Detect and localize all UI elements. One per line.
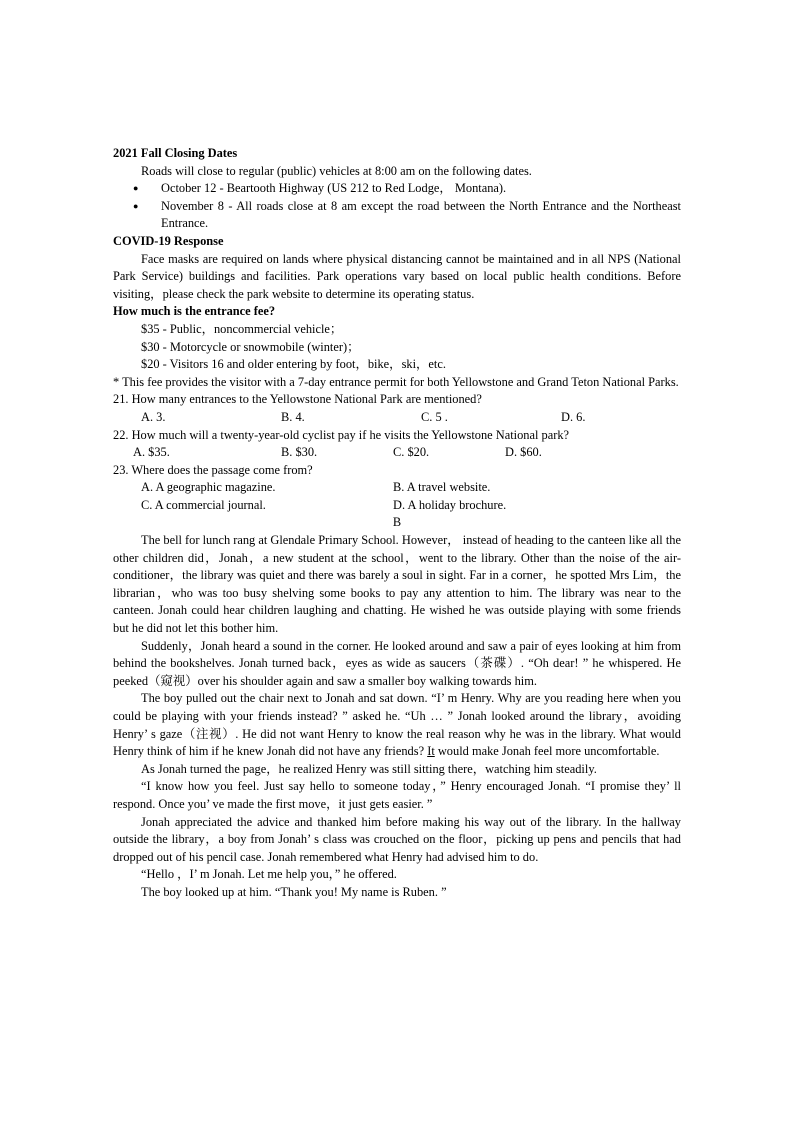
option: C. 5 . — [421, 409, 448, 424]
question-stem: 22. How much will a twenty-year-old cyclist pay if he visits the Yellowstone National park? — [113, 427, 570, 442]
question-options — [113, 479, 681, 497]
document-page — [113, 145, 681, 902]
question-stem: 21. How many entrances to the Yellowstone National Park are mentioned? — [113, 392, 482, 407]
question-options — [113, 409, 681, 427]
option: C. $20. — [393, 445, 430, 460]
story-paragraph: “Hello ，I’ m Jonah. Let me help you，” he offered. — [141, 867, 397, 882]
option: C. A commercial journal. — [141, 497, 266, 512]
option: A. A geographic magazine. — [141, 480, 276, 495]
fee-item: $30 - Motorcycle or snowmobile (winter)； — [141, 339, 360, 354]
option: B. $30. — [281, 445, 318, 460]
story-paragraph: Suddenly，Jonah heard a sound in the corner. He looked around and saw a pair of eyes looking at him from behind the bookshelves. Jonah turned back，eyes as wide as saucers（茶碟）. “Oh dear! ” he whispered. He peeked（窥视）over his shoulder again and saw a smaller boy walking towards him. — [113, 638, 681, 688]
story-paragraph: Jonah appreciated the advice and thanked him before making his way out of the library. In the hallway outside the library，a boy from Jonah’ s class was crouched on the floor，picking up pens and pencils that had dropped out of his pencil case. Jonah remembered what Henry had advised him to do. — [113, 814, 681, 864]
story-paragraph — [113, 690, 681, 760]
bullet-icon: ● — [133, 183, 139, 194]
option: B. 4. — [281, 409, 305, 424]
question-options — [113, 497, 681, 515]
option: D. A holiday brochure. — [393, 497, 507, 512]
question-options — [113, 444, 681, 462]
story-text: would make Jonah feel more uncomfortable. — [434, 744, 660, 759]
bullet-item — [113, 198, 681, 233]
underlined-word: It — [427, 744, 435, 759]
bullet-item — [113, 180, 681, 198]
story-paragraph: The bell for lunch rang at Glendale Primary School. However， instead of heading to the canteen like all the other children did，Jonah，a new student at the school，went to the library. Other than the noise of the air-conditioner，the library was quiet and there was barely a soul in sight. Far in a corner，he spotted Mrs Lim，the librarian，who was too busy shelving some books to pay any attention to him. The library was near to the canteen. Jonah could hear children laughing and chatting. He wished he was outside playing with some friends but he did not let this bother him. — [113, 533, 681, 636]
section-title-closing-dates: 2021 Fall Closing Dates — [113, 146, 238, 160]
bullet-text: October 12 - Beartooth Highway (US 212 to Red Lodge， Montana). — [161, 181, 507, 196]
story-paragraph: As Jonah turned the page，he realized Henry was still sitting there，watching him steadily. — [141, 761, 597, 776]
bullet-text: November 8 - All roads close at 8 am except the road between the North Entrance and the Northeast Entrance. — [161, 198, 681, 231]
option: B. A travel website. — [393, 480, 491, 495]
story-paragraph: “I know how you feel. Just say hello to someone today，” Henry encouraged Jonah. “I promise they’ ll respond. Once you’ ve made the first move，it just gets easier. ” — [113, 779, 681, 811]
covid-body: Face masks are required on lands where physical distancing cannot be maintained and in all NPS (National Park Service) buildings and facilities. Park operations vary based on local public health conditions. Before visiting，please check the park website to determine its operating status. — [113, 251, 681, 301]
story-paragraph: The boy looked up at him. “Thank you! My name is Ruben. ” — [141, 884, 447, 899]
option: D. $60. — [505, 445, 542, 460]
fee-note: * This fee provides the visitor with a 7-day entrance permit for both Yellowstone and Grand Teton National Parks. — [113, 374, 679, 389]
option: A. $35. — [133, 445, 170, 460]
option: A. 3. — [141, 409, 166, 424]
section-title-covid: COVID-19 Response — [113, 233, 224, 248]
story-text: The boy pulled out the chair next to Jonah and sat down. “I’ m Henry. Why are you reading here when you could be playing with your friends instead? ” asked he. “Uh … ” Jonah looked around the library，avoiding Henry’ s gaze（注视）. He did not want Henry to know the real reason why he was in the library. What would Henry think of him if he knew Jonah did not have any friends? — [113, 691, 681, 759]
fee-item: $35 - Public，noncommercial vehicle； — [141, 321, 343, 336]
option: D. 6. — [561, 409, 586, 424]
closing-intro: Roads will close to regular (public) vehicles at 8:00 am on the following dates. — [141, 163, 532, 178]
fee-item: $20 - Visitors 16 and older entering by foot，bike，ski，etc. — [141, 357, 446, 372]
bullet-icon: ● — [133, 200, 139, 211]
question-stem: 23. Where does the passage come from? — [113, 462, 313, 477]
part-label: B — [392, 515, 402, 530]
section-title-fee: How much is the entrance fee? — [113, 304, 276, 319]
